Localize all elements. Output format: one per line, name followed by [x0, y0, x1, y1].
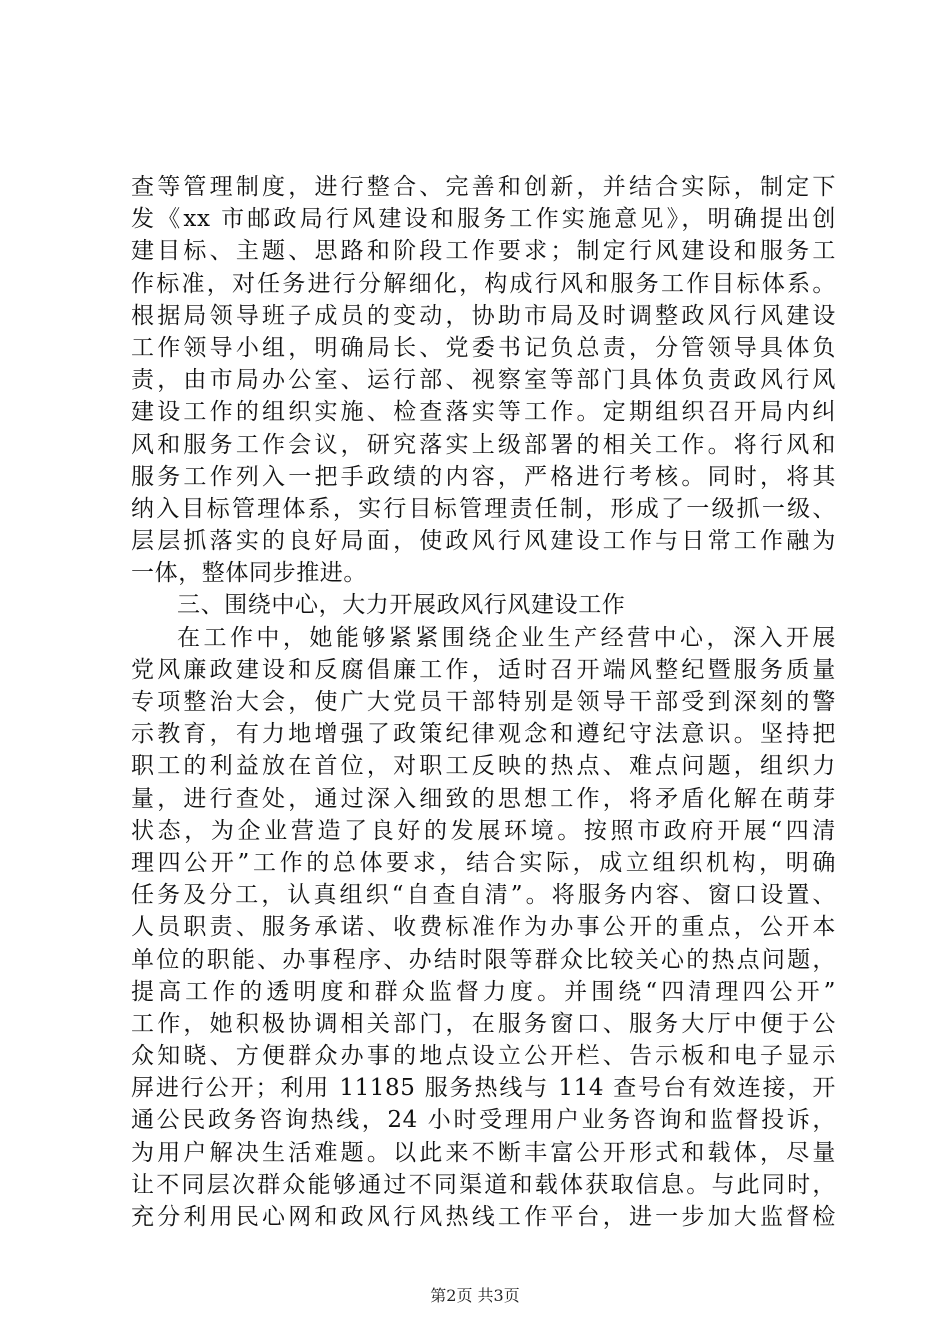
text-line: 让不同层次群众能够通过不同渠道和载体获取信息。与此同时， [131, 1171, 836, 1198]
text-line: 充分利用民心网和政风行风热线工作平台，进一步加大监督检 [131, 1204, 836, 1230]
text-line: 专项整治大会，使广大党员干部特别是领导干部受到深刻的警 [131, 689, 836, 715]
text-line: 示教育，有力地增强了政策纪律观念和遵纪守法意识。坚持把 [131, 721, 836, 748]
text-line: 党风廉政建设和反腐倡廉工作，适时召开端风整纪暨服务质量 [131, 656, 836, 683]
text-line: 发《xx 市邮政局行风建设和服务工作实施意见》，明确提出创 [131, 206, 836, 233]
section-heading: 三、围绕中心，大力开展政风行风建设工作 [177, 592, 626, 619]
text-line: 理四公开”工作的总体要求，结合实际，成立组织机构，明确 [131, 849, 836, 876]
text-line: 为用户解决生活难题。以此来不断丰富公开形式和载体，尽量 [131, 1139, 836, 1166]
text-line: 提高工作的透明度和群众监督力度。并围绕“四清理四公开” [131, 978, 836, 1005]
text-line: 层层抓落实的良好局面，使政风行风建设工作与日常工作融为 [131, 528, 836, 555]
text-line: 单位的职能、办事程序、办结时限等群众比较关心的热点问题， [131, 946, 836, 973]
text-line: 作标准，对任务进行分解细化，构成行风和服务工作目标体系。 [131, 270, 836, 297]
text-line: 建设工作的组织实施、检查落实等工作。定期组织召开局内纠 [131, 399, 836, 426]
text-line: 职工的利益放在首位，对职工反映的热点、难点问题，组织力 [131, 753, 836, 780]
text-line: 服务工作列入一把手政绩的内容，严格进行考核。同时，将其 [131, 463, 836, 490]
text-line: 工作领导小组，明确局长、党委书记负总责，分管领导具体负 [131, 334, 836, 361]
text-line: 人员职责、服务承诺、收费标准作为办事公开的重点，公开本 [131, 914, 836, 941]
text-line: 根据局领导班子成员的变动，协助市局及时调整政风行风建设 [131, 302, 836, 329]
document-body [131, 171, 836, 1233]
text-line: 量，进行查处，通过深入细致的思想工作，将矛盾化解在萌芽 [131, 785, 836, 812]
text-line: 风和服务工作会议，研究落实上级部署的相关工作。将行风和 [131, 431, 836, 458]
text-line: 纳入目标管理体系，实行目标管理责任制，形成了一级抓一级、 [131, 495, 836, 522]
text-line: 状态，为企业营造了良好的发展环境。按照市政府开展“四清 [131, 817, 836, 844]
page-number-footer: 第2页 共3页 [430, 1286, 520, 1305]
text-line: 在工作中，她能够紧紧围绕企业生产经营中心，深入开展 [177, 624, 836, 651]
text-line: 工作，她积极协调相关部门，在服务窗口、服务大厅中便于公 [131, 1010, 836, 1037]
text-line: 建目标、主题、思路和阶段工作要求；制定行风建设和服务工 [131, 238, 836, 265]
text-line: 任务及分工，认真组织“自查自清”。将服务内容、窗口设置、 [131, 882, 836, 909]
text-line: 责，由市局办公室、运行部、视察室等部门具体负责政风行风 [131, 367, 836, 394]
text-line: 查等管理制度，进行整合、完善和创新，并结合实际，制定下 [131, 174, 836, 200]
text-line: 屏进行公开；利用 11185 服务热线与 114 查号台有效连接，开 [131, 1075, 836, 1102]
text-line: 一体，整体同步推进。 [131, 560, 367, 587]
text-line: 众知晓、方便群众办事的地点设立公开栏、告示板和电子显示 [131, 1043, 836, 1070]
text-line: 通公民政务咨询热线，24 小时受理用户业务咨询和监督投诉， [131, 1107, 836, 1134]
